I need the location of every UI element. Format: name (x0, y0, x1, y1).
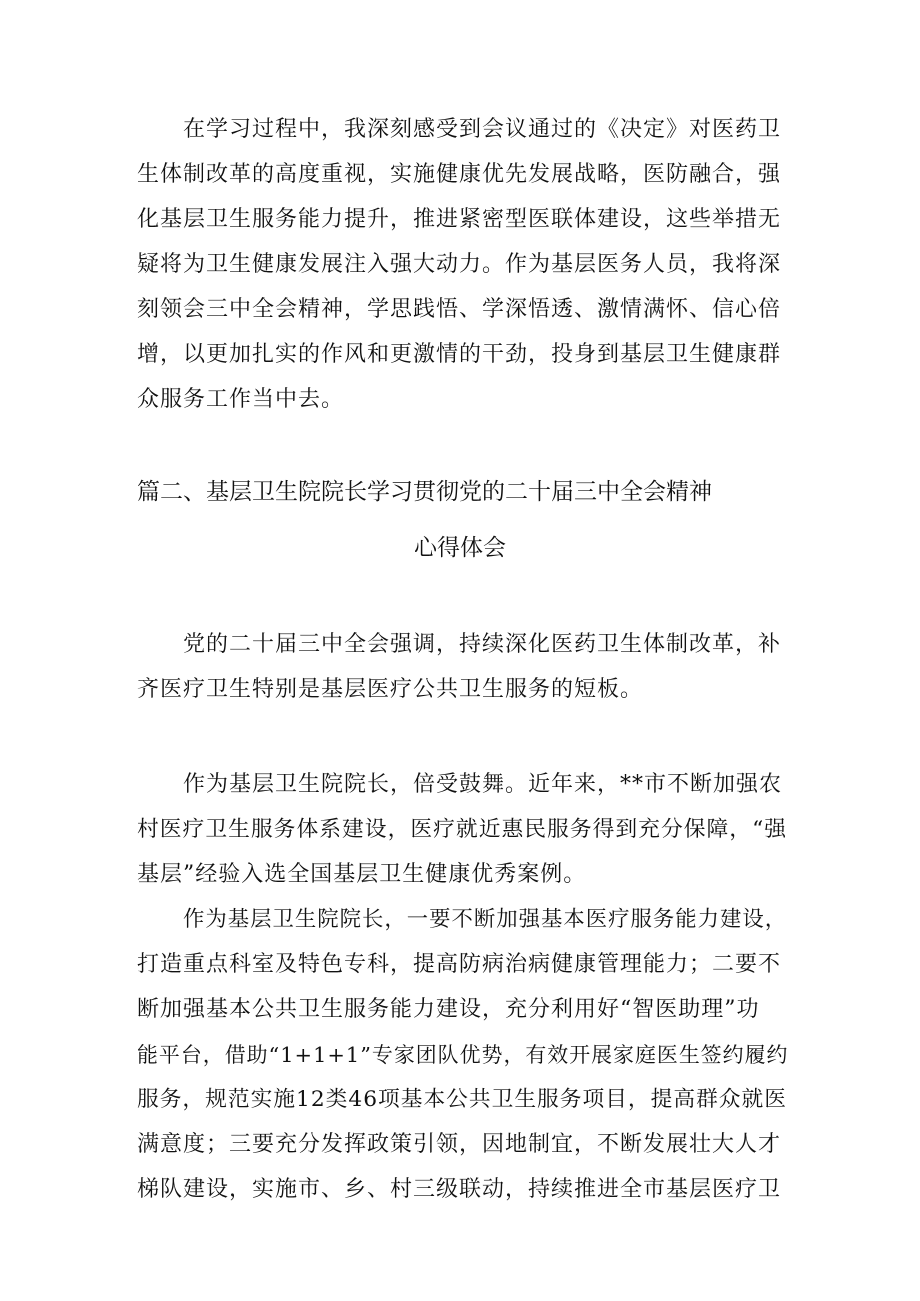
text-line: 化基层卫生服务能力提升，推进紧密型医联体建设，这些举措无 (137, 207, 782, 232)
text-line: 增，以更加扎实的作风和更激情的干劲，投身到基层卫生健康群 (137, 342, 782, 367)
text-line: 梯队建设，实施市、乡、村三级联动，持续推进全市基层医疗卫 (137, 1177, 782, 1202)
text-line: 刻领会三中全会精神，学思践悟、学深悟透、激情满怀、信心倍 (137, 297, 782, 322)
text-line: 村医疗卫生服务体系建设，医疗就近惠民服务得到充分保障，“强 (137, 817, 788, 842)
heading-line-1: 篇二、基层卫生院院长学习贯彻党的二十届三中全会精神 (137, 479, 712, 505)
text-line: 在学习过程中，我深刻感受到会议通过的《决定》对医药卫 (183, 117, 782, 142)
text-line: 党的二十届三中全会强调，持续深化医药卫生体制改革，补 (183, 632, 782, 657)
heading-line-2: 心得体会 (414, 535, 506, 561)
text-line: 能平台，借助“1+1+1”专家团队优势，有效开展家庭医生签约履约 (137, 1043, 789, 1067)
text-line: 齐医疗卫生特别是基层医疗公共卫生服务的短板。 (137, 677, 644, 702)
text-line: 疑将为卫生健康发展注入强大动力。作为基层医务人员，我将深 (137, 252, 782, 277)
text-line: 生体制改革的高度重视，实施健康优先发展战略，医防融合，强 (137, 162, 782, 187)
text-line: 打造重点科室及特色专科，提高防病治病健康管理能力；二要不 (137, 952, 782, 977)
text-line: 作为基层卫生院院长，倍受鼓舞。近年来，**市不断加强农 (183, 772, 783, 797)
text-line: 服务，规范实施12类46项基本公共卫生服务项目，提高群众就医 (137, 1087, 787, 1112)
text-line: 众服务工作当中去。 (137, 387, 345, 412)
text-line: 满意度；三要充分发挥政策引领，因地制宜，不断发展壮大人才 (137, 1132, 782, 1157)
text-line: 基层”经验入选全国基层卫生健康优秀案例。 (137, 862, 587, 887)
text-line: 断加强基本公共卫生服务能力建设，充分利用好“智医助理”功 (137, 997, 760, 1022)
text-line: 作为基层卫生院院长，一要不断加强基本医疗服务能力建设， (183, 907, 788, 932)
